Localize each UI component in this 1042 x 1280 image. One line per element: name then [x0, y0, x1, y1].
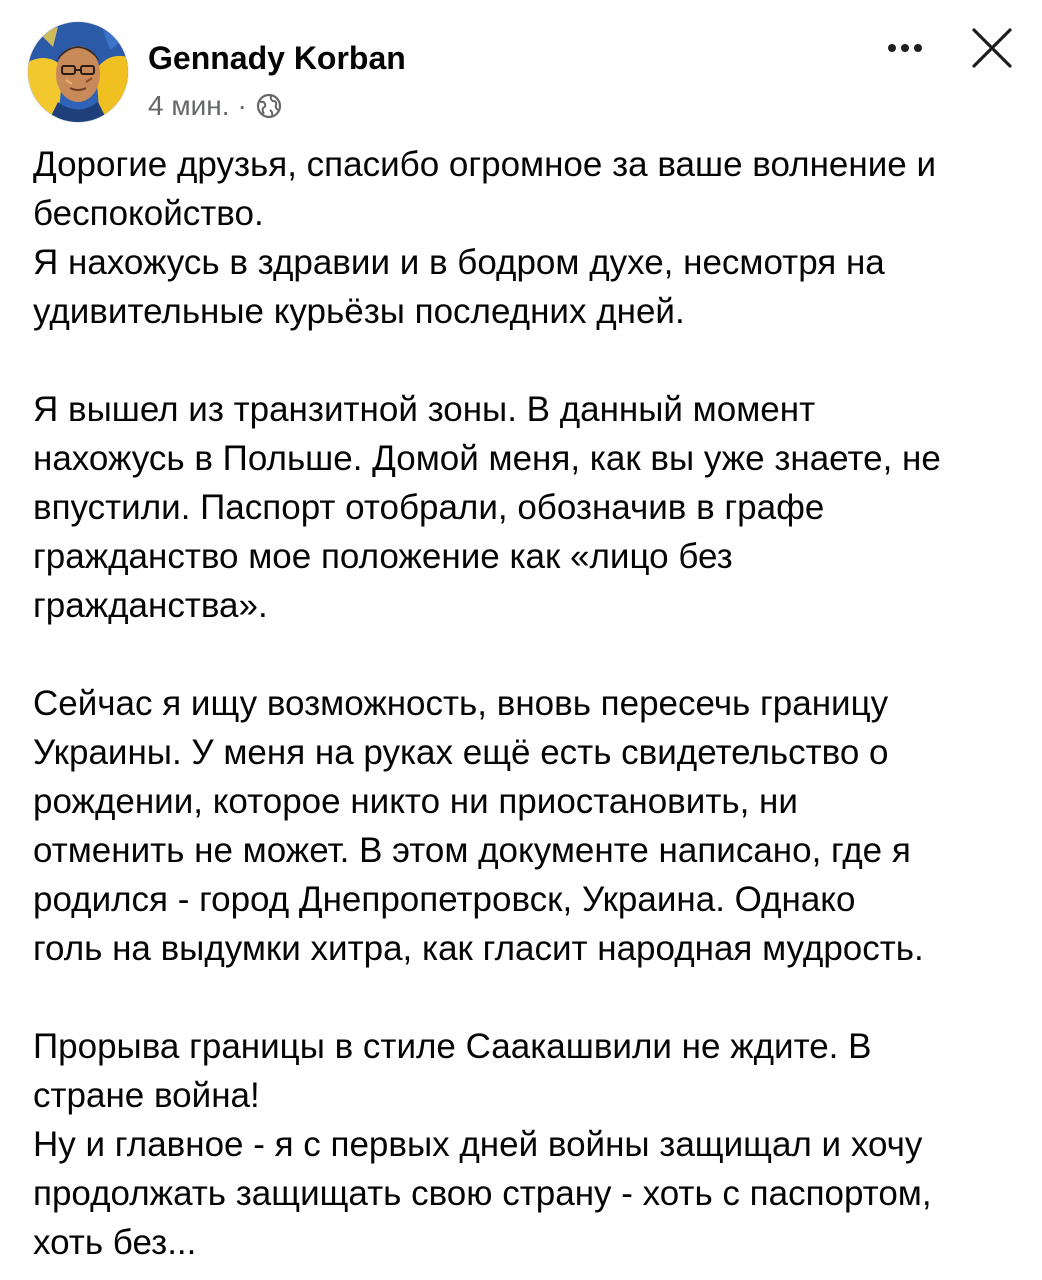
post-line: отменить не может. В этом документе написано, где я: [33, 831, 911, 870]
post-line: голь на выдумки хитра, как гласит народная мудрость.: [33, 929, 924, 968]
post-line: Дорогие друзья, спасибо огромное за ваше волнение и: [33, 145, 936, 184]
post-line: рождении, которое никто ни приостановить, ни: [33, 782, 798, 821]
meta-separator: ·: [237, 90, 247, 121]
post-text: [33, 140, 1033, 1267]
post-line: Прорыва границы в стиле Саакашвили не ждите. В: [33, 1027, 872, 1066]
post-line: нахожусь в Польше. Домой меня, как вы уже знаете, не: [33, 439, 941, 478]
more-horizontal-icon: [888, 44, 896, 52]
post-line: стране война!: [33, 1076, 260, 1115]
post-line: Сейчас я ищу возможность, вновь пересечь границу: [33, 684, 889, 723]
more-horizontal-icon: [901, 44, 909, 52]
post-line: Я вышел из транзитной зоны. В данный момент: [33, 390, 816, 429]
more-options-button[interactable]: [880, 30, 930, 66]
post-line: Ну и главное - я с первых дней войны защищал и хочу: [33, 1125, 923, 1164]
post-paragraph: [33, 385, 1033, 630]
post-paragraph: [33, 140, 1033, 336]
post-line: впустили. Паспорт отобрали, обозначив в графе: [33, 488, 825, 527]
globe-icon[interactable]: [255, 92, 283, 120]
post-line: продолжать защищать свою страну - хоть с паспортом,: [33, 1174, 932, 1213]
post-line: удивительные курьёзы последних дней.: [33, 292, 685, 331]
post-line: гражданство мое положение как «лицо без: [33, 537, 733, 576]
avatar-portrait: [28, 22, 128, 122]
avatar[interactable]: [28, 22, 128, 122]
post-line: родился - город Днепропетровск, Украина. Однако: [33, 880, 856, 919]
post-paragraph: [33, 1022, 1033, 1267]
post-line: хоть без...: [33, 1223, 197, 1262]
post-line: Я нахожусь в здравии и в бодром духе, несмотря на: [33, 243, 885, 282]
post-line: гражданства».: [33, 586, 268, 625]
close-button[interactable]: [966, 22, 1018, 74]
post-time[interactable]: 4 мин.: [148, 90, 230, 121]
post-line: Украины. У меня на руках ещё есть свидетельство о: [33, 733, 889, 772]
post-meta: [148, 86, 283, 126]
close-icon: [966, 22, 1018, 74]
author-name[interactable]: Gennady Korban: [148, 40, 406, 76]
post-line: беспокойство.: [33, 194, 264, 233]
more-horizontal-icon: [914, 44, 922, 52]
post-paragraph: [33, 679, 1033, 973]
